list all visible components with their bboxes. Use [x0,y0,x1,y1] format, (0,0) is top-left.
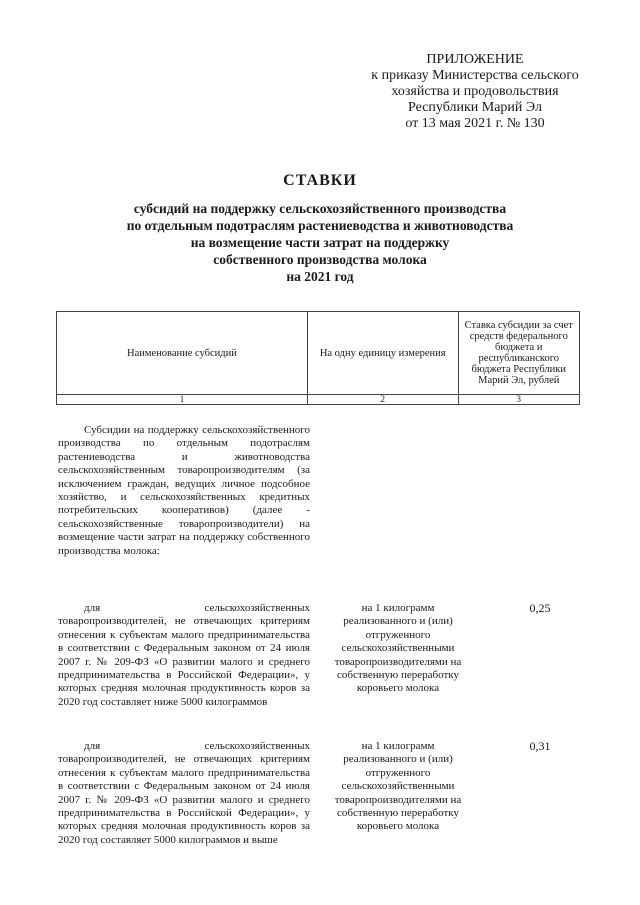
appendix-line: к приказу Министерства сельского [371,68,579,83]
row-description: для сельскохозяйственных товаропроизводителей, не отвечающих критериям отнесения к субъектам малого предпринимательства в соответствии с Федеральным законом от 24 июля 2007 г. № 209-ФЗ «О развитии малого и среднего предпринимательства в Российской Федерации», у которых средняя молочная продуктивность коров за 2020 год составляет 5000 килограммов и выше [58,740,310,846]
title-main: СТАВКИ [283,172,357,189]
appendix-line: хозяйства и продовольствия [391,84,559,99]
column-number: 2 [307,395,458,405]
row-rate: 0,31 [529,739,551,753]
row-unit: на 1 килограмм реализованного и (или) отгруженного сельскохозяйственными товаропроизводителями на собственную переработку коровьего молока [334,740,462,833]
appendix-date: от 13 мая 2021 г. № 130 [405,116,545,131]
row-rate: 0,25 [529,601,551,615]
header-subsidy-name: Наименование субсидий [57,312,308,395]
appendix-line: Республики Марий Эл [408,100,542,115]
section-description: Субсидии на поддержку сельскохозяйственного производства по отдельным подотраслям растениеводства и животноводства сельскохозяйственным товаропроизводителям (за исключением граждан, ведущих личное подсобное хозяйство, и сельскохозяйственных кредитных потребительских кооперативов) (далее - сельскохозяйственные товаропроизводители) на возмещение части затрат на поддержку собственного производства молока: [58,424,310,557]
document-title [60,172,580,285]
title-line: собственного производства молока [213,252,427,267]
appendix-title: ПРИЛОЖЕНИЕ [426,52,524,67]
appendix-block [330,52,620,132]
title-year: на 2021 год [286,269,354,284]
header-rate: Ставка субсидии за счет средств федерального бюджета и республиканского бюджета Республики Марий Эл, рублей [458,312,579,395]
column-number: 1 [57,395,308,405]
column-number: 3 [458,395,579,405]
title-line: на возмещение части затрат на поддержку [190,235,450,250]
rates-table-header [56,311,580,405]
row-description: для сельскохозяйственных товаропроизводителей, не отвечающих критериям отнесения к субъектам малого предпринимательства в соответствии с Федеральным законом от 24 июля 2007 г. № 209-ФЗ «О развитии малого и среднего предпринимательства в Российской Федерации», у которых средняя молочная продуктивность коров за 2020 год составляет ниже 5000 килограммов [58,602,310,708]
title-line: субсидий на поддержку сельскохозяйственного производства [133,201,507,216]
row-unit: на 1 килограмм реализованного и (или) отгруженного сельскохозяйственными товаропроизводителями на собственную переработку коровьего молока [334,602,462,695]
header-unit: На одну единицу измерения [307,312,458,395]
title-line: по отдельным подотраслям растениеводства и животноводства [126,218,514,233]
